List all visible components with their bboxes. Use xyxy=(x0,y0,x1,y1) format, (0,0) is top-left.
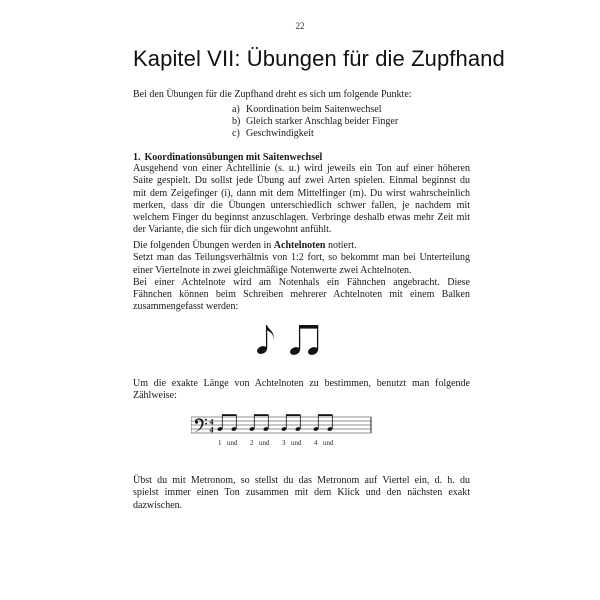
paragraph-metronome xyxy=(133,475,470,512)
time-signature xyxy=(210,418,214,435)
text-line: Übst du mit Metronom, so stellst du das Metronom auf Viertel ein, d. h. du xyxy=(133,475,470,486)
count-label: und xyxy=(323,439,334,447)
list-item-text: Koordination beim Saitenwechsel xyxy=(246,104,382,115)
intro-text: Bei den Übungen für die Zupfhand dreht es sich um folgende Punkte: xyxy=(133,89,412,100)
section-number: 1. xyxy=(133,152,141,163)
count-label: und xyxy=(227,439,238,447)
time-signature-top: 4 xyxy=(209,417,214,427)
text-fragment: Die folgenden Übungen werden in xyxy=(133,240,274,251)
count-label: und xyxy=(259,439,270,447)
list-item-text: Gleich starker Anschlag beider Finger xyxy=(246,116,399,127)
list-marker: a) xyxy=(232,104,240,115)
paragraph-counting xyxy=(133,378,470,403)
text-line xyxy=(133,240,470,252)
count-label: 4 xyxy=(314,439,318,447)
page-number: 22 xyxy=(295,21,305,31)
text-fragment: notiert. xyxy=(325,240,357,251)
text-line: welchem Finger du beginnst anzuschlagen. Verbringe deshalb etwas mehr Zeit mit xyxy=(133,212,470,224)
text-line: Setzt man das Teilungsverhältnis von 1:2 fort, so bekommt man bei Unterteilung xyxy=(133,252,470,264)
count-label: 1 xyxy=(218,439,222,447)
beamed-eighth-notes-icon xyxy=(289,325,319,356)
section-title: Koordinationsübungen mit Saitenwechsel xyxy=(144,152,323,163)
paragraph-eighth-notes xyxy=(133,240,470,314)
text-line: Zählweise: xyxy=(133,390,177,402)
count-label: und xyxy=(291,439,302,447)
eighth-note-illustration xyxy=(248,320,328,360)
bass-clef-icon xyxy=(194,418,207,432)
text-line: dazwischen. xyxy=(133,499,183,511)
text-line: Bei einer Achtelnote wird am Notenhals ein Fähnchen angebracht. Diese xyxy=(133,276,470,288)
count-label: 2 xyxy=(250,439,254,447)
paragraph-coordination xyxy=(133,163,470,237)
text-line: Saite gespielt. Du sollst jede Übung auf zwei Arten spielen. Einmal beginnst du xyxy=(133,175,470,187)
text-line: einer Viertelnote in zwei gleichmäßige Notenwerte zwei Achtelnoten. xyxy=(133,264,412,276)
text-line: der Variante, die sich für dich ungewohnt anfühlt. xyxy=(133,224,332,236)
text-line: mit dem Zeigefinger (i), dann mit dem Mittelfinger (m). Du wirst wahrscheinlich xyxy=(133,187,470,199)
section-heading xyxy=(133,152,322,163)
text-line: Ausgehend von einer Achtellinie (s. u.) wird jeweils ein Ton auf einer höheren xyxy=(133,163,470,174)
text-line: Um die exakte Länge von Achtelnoten zu bestimmen, benutzt man folgende xyxy=(133,378,470,389)
chapter-title: Kapitel VII: Übungen für die Zupfhand xyxy=(133,46,505,71)
list-item xyxy=(232,104,398,116)
list-item xyxy=(232,128,398,140)
text-line: spielst immer einen Ton zusammen mit dem Klick und den nächsten exakt xyxy=(133,487,470,499)
list-marker: c) xyxy=(232,128,240,139)
text-line: merken, dass dir die Übungen unterschiedlich schwer fallen, je nachdem mit xyxy=(133,199,470,211)
list-item-text: Geschwindigkeit xyxy=(246,128,314,139)
term-achtelnoten: Achtelnoten xyxy=(273,240,326,251)
count-label: 3 xyxy=(282,439,286,447)
list-item xyxy=(232,116,398,128)
text-line: zusammengefasst werden: xyxy=(133,301,239,313)
topic-list xyxy=(232,104,398,140)
text-line: Fähnchen können beim Schreiben mehrerer Achtelnoten mit einem Balken xyxy=(133,289,470,301)
list-marker: b) xyxy=(232,116,241,127)
single-eighth-note-icon xyxy=(256,325,274,355)
time-signature-bottom: 4 xyxy=(209,425,214,435)
staff-lines xyxy=(191,417,371,433)
